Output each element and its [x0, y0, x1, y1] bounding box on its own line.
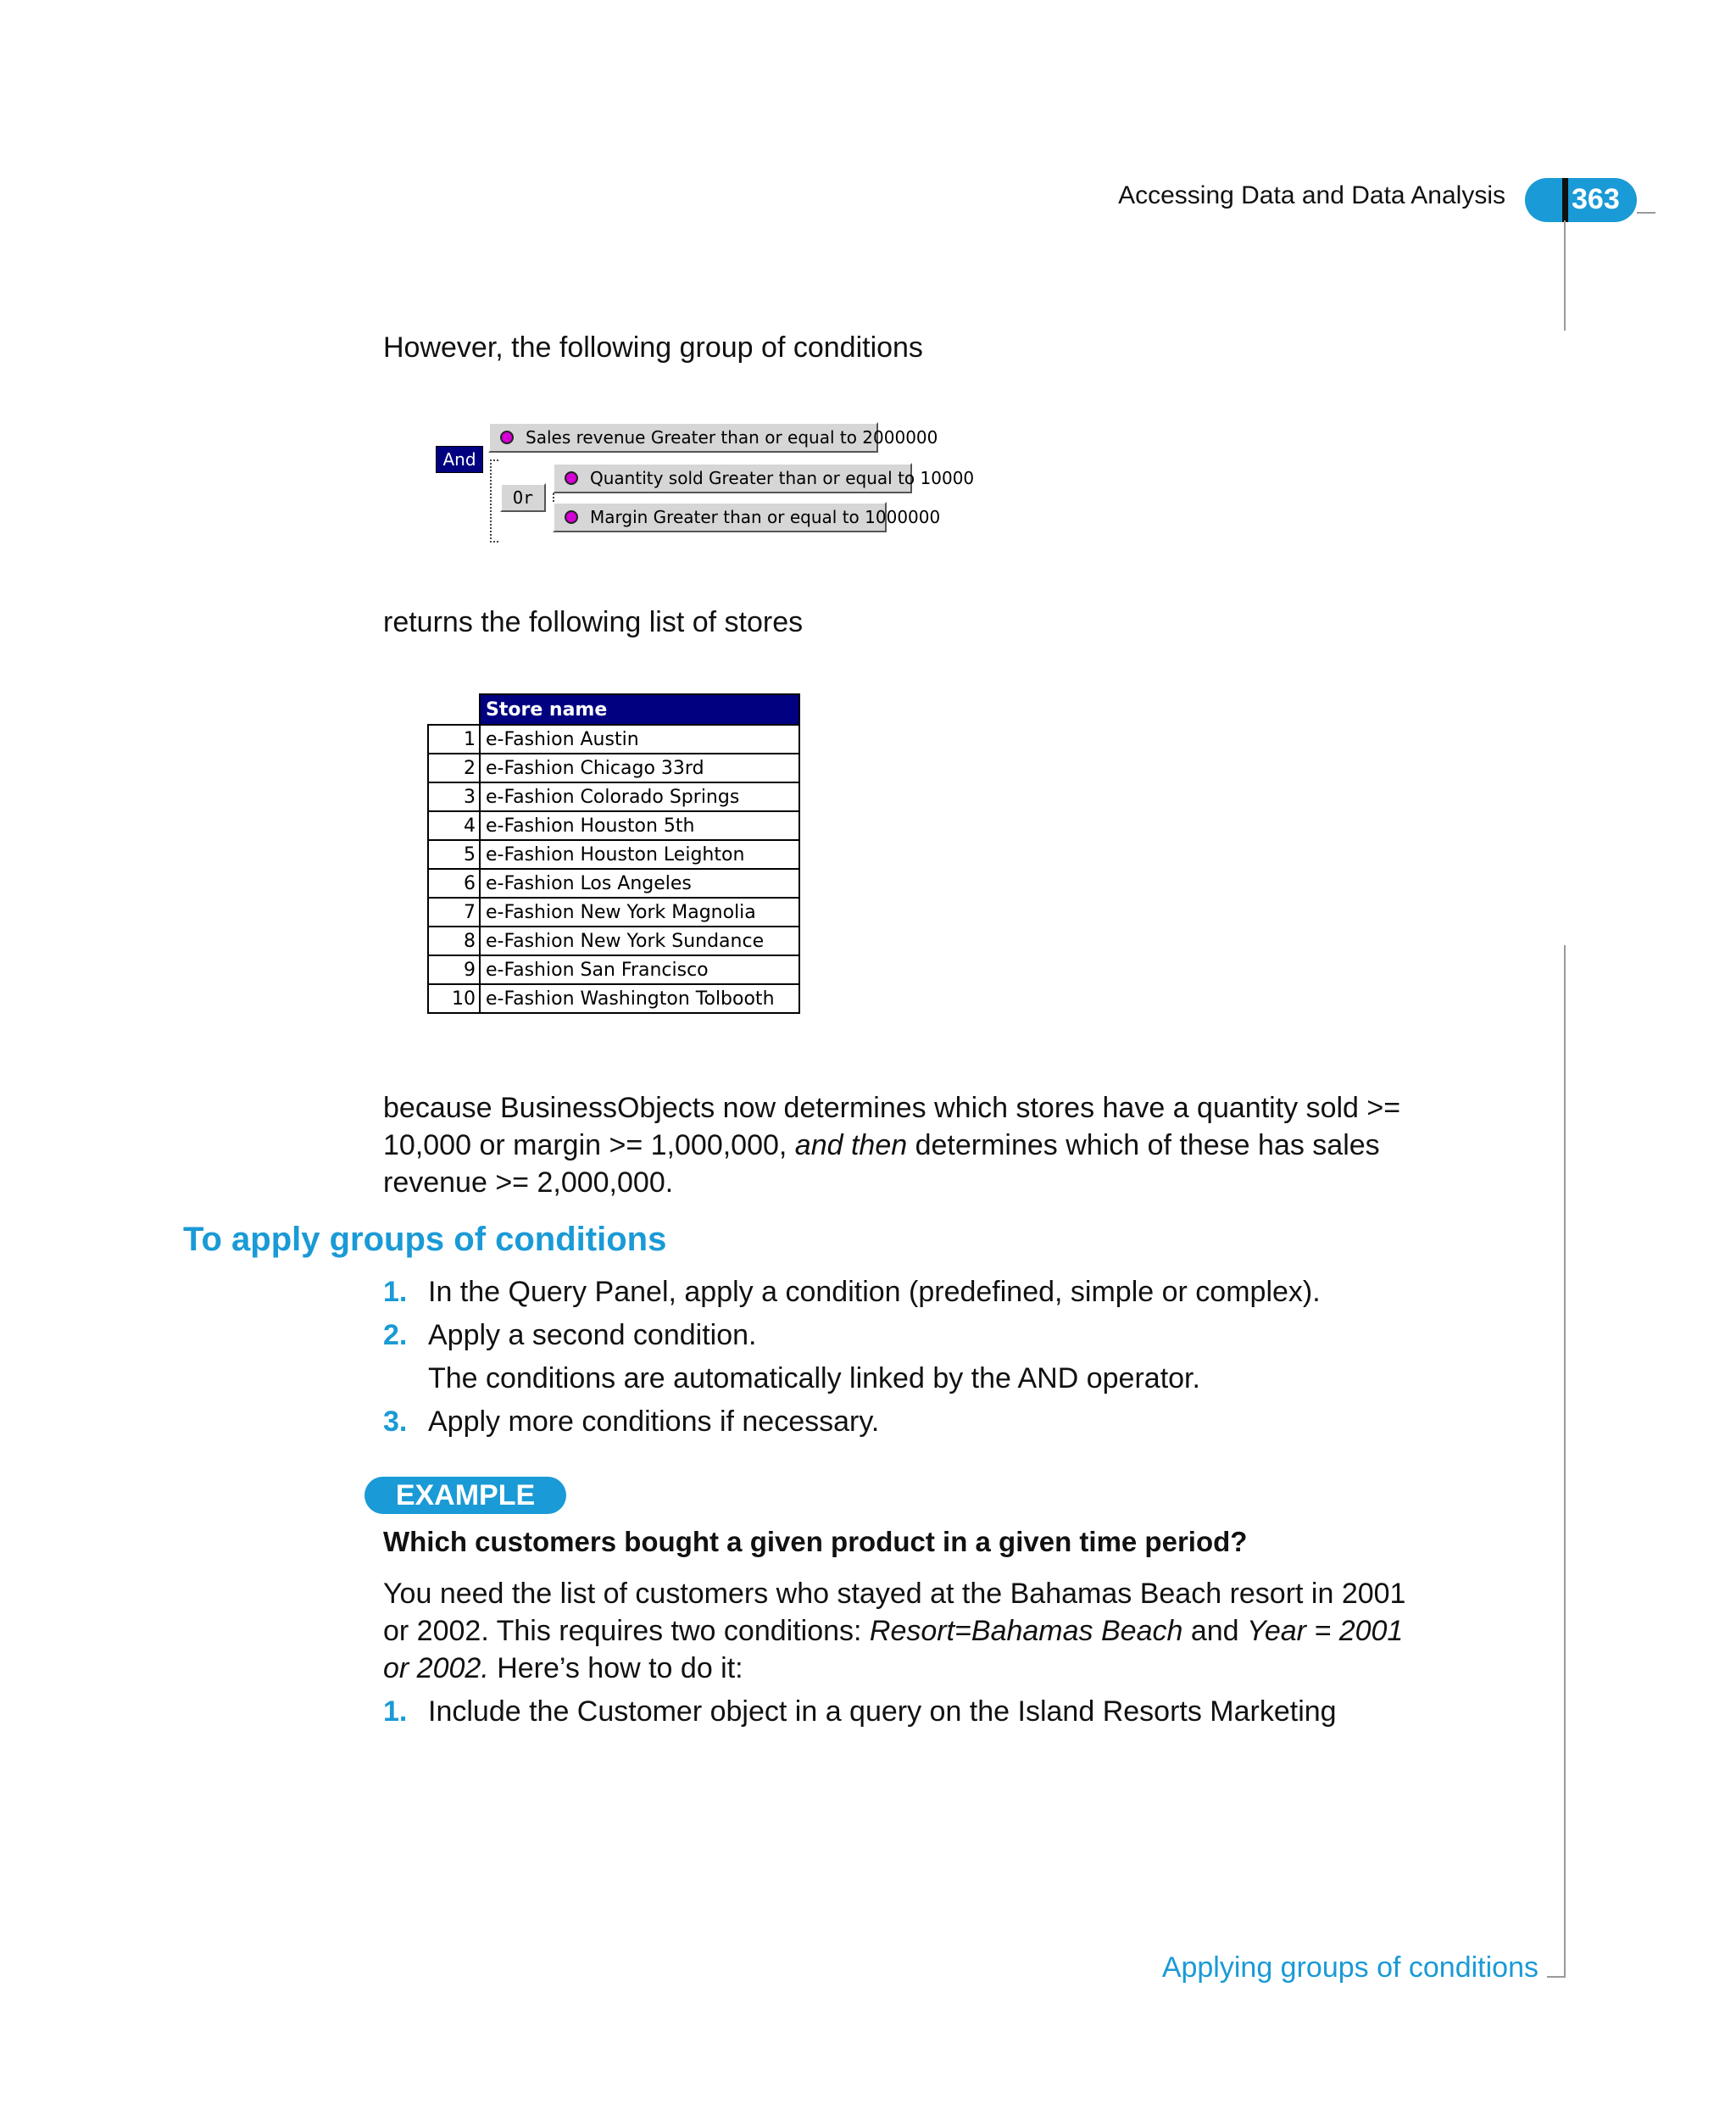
margin-rule-foot	[1547, 1976, 1566, 1978]
example-line-3: or 2002. Here’s how to do it:	[383, 1652, 743, 1684]
condition-quantity-sold[interactable]: Quantity sold Greater than or equal to 10000	[553, 463, 912, 493]
condition-dot-icon	[565, 471, 578, 485]
table-row	[428, 754, 799, 782]
example-paragraph	[383, 1575, 1405, 1687]
store-name-cell: e-Fashion New York Magnolia	[480, 898, 799, 927]
row-number: 7	[428, 898, 480, 927]
row-number: 2	[428, 754, 480, 782]
row-number: 4	[428, 811, 480, 840]
running-head: Accessing Data and Data Analysis	[1118, 181, 1505, 209]
example-question: Which customers bought a given product in a given time period?	[383, 1526, 1248, 1557]
row-number: 6	[428, 869, 480, 898]
row-number: 1	[428, 725, 480, 754]
row-number: 10	[428, 984, 480, 1013]
and-bracket	[490, 459, 498, 543]
store-name-cell: e-Fashion Washington Tolbooth	[480, 984, 799, 1013]
table-row	[428, 869, 799, 898]
table-row	[428, 782, 799, 811]
table-row	[428, 811, 799, 840]
because-line-2: 10,000 or margin >= 1,000,000, and then determines which of these has sales	[383, 1129, 1380, 1161]
example-line-2: or 2002. This requires two conditions: Resort=Bahamas Beach and Year = 2001	[383, 1615, 1404, 1647]
store-name-table	[427, 693, 800, 1014]
table-row	[428, 898, 799, 927]
because-line-3: revenue >= 2,000,000.	[383, 1166, 674, 1199]
row-number: 5	[428, 840, 480, 869]
margin-rule-top	[1564, 220, 1566, 331]
store-name-cell: e-Fashion Houston 5th	[480, 811, 799, 840]
row-number: 9	[428, 955, 480, 984]
example-line-1: You need the list of customers who stayed at the Bahamas Beach resort in 2001	[383, 1578, 1406, 1610]
store-name-header: Store name	[480, 694, 799, 725]
tab-tick-rule	[1637, 212, 1655, 214]
margin-rule-bottom	[1564, 945, 1566, 1978]
table-row	[428, 927, 799, 955]
section-heading: To apply groups of conditions	[183, 1221, 667, 1258]
because-paragraph	[383, 1089, 1400, 1201]
step-text: Apply more conditions if necessary.	[428, 1405, 880, 1438]
row-number: 8	[428, 927, 480, 955]
table-row	[428, 725, 799, 754]
row-number: 3	[428, 782, 480, 811]
footer-section-title: Applying groups of conditions	[1161, 1951, 1538, 1984]
page-number: 363	[1572, 183, 1620, 215]
condition-sales-revenue[interactable]: Sales revenue Greater than or equal to 2000000	[488, 422, 878, 453]
and-operator-button[interactable]: And	[436, 446, 483, 473]
table-row	[428, 955, 799, 984]
returns-paragraph: returns the following list of stores	[383, 606, 804, 638]
or-operator-button[interactable]: Or	[500, 483, 546, 512]
page-tab-bar	[1562, 178, 1568, 222]
store-name-cell: e-Fashion Los Angeles	[480, 869, 799, 898]
condition-margin[interactable]: Margin Greater than or equal to 1000000	[553, 502, 887, 532]
example-label: EXAMPLE	[364, 1477, 566, 1514]
store-name-cell: e-Fashion Chicago 33rd	[480, 754, 799, 782]
emphasis-and-then: and then	[794, 1129, 908, 1161]
step-number: 1.	[383, 1276, 408, 1308]
intro-paragraph: However, the following group of conditions	[383, 331, 923, 364]
condition-dot-icon	[500, 431, 514, 444]
table-row	[428, 840, 799, 869]
store-name-cell: e-Fashion San Francisco	[480, 955, 799, 984]
store-name-cell: e-Fashion Austin	[480, 725, 799, 754]
step-note: The conditions are automatically linked by the AND operator.	[428, 1362, 1200, 1394]
step-number: 2.	[383, 1319, 408, 1351]
store-name-cell: e-Fashion New York Sundance	[480, 927, 799, 955]
because-line-1: because BusinessObjects now determines which stores have a quantity sold >=	[383, 1092, 1401, 1124]
step-text: Apply a second condition.	[428, 1319, 757, 1351]
store-name-cell: e-Fashion Colorado Springs	[480, 782, 799, 811]
table-row	[428, 984, 799, 1013]
step-text: In the Query Panel, apply a condition (predefined, simple or complex).	[428, 1276, 1321, 1308]
step-number: 3.	[383, 1405, 408, 1438]
step-text: Include the Customer object in a query on the Island Resorts Marketing	[428, 1695, 1337, 1728]
row-number-header	[428, 694, 480, 725]
table-header-row	[428, 694, 799, 725]
step-number: 1.	[383, 1695, 408, 1728]
store-name-cell: e-Fashion Houston Leighton	[480, 840, 799, 869]
condition-dot-icon	[565, 510, 578, 524]
